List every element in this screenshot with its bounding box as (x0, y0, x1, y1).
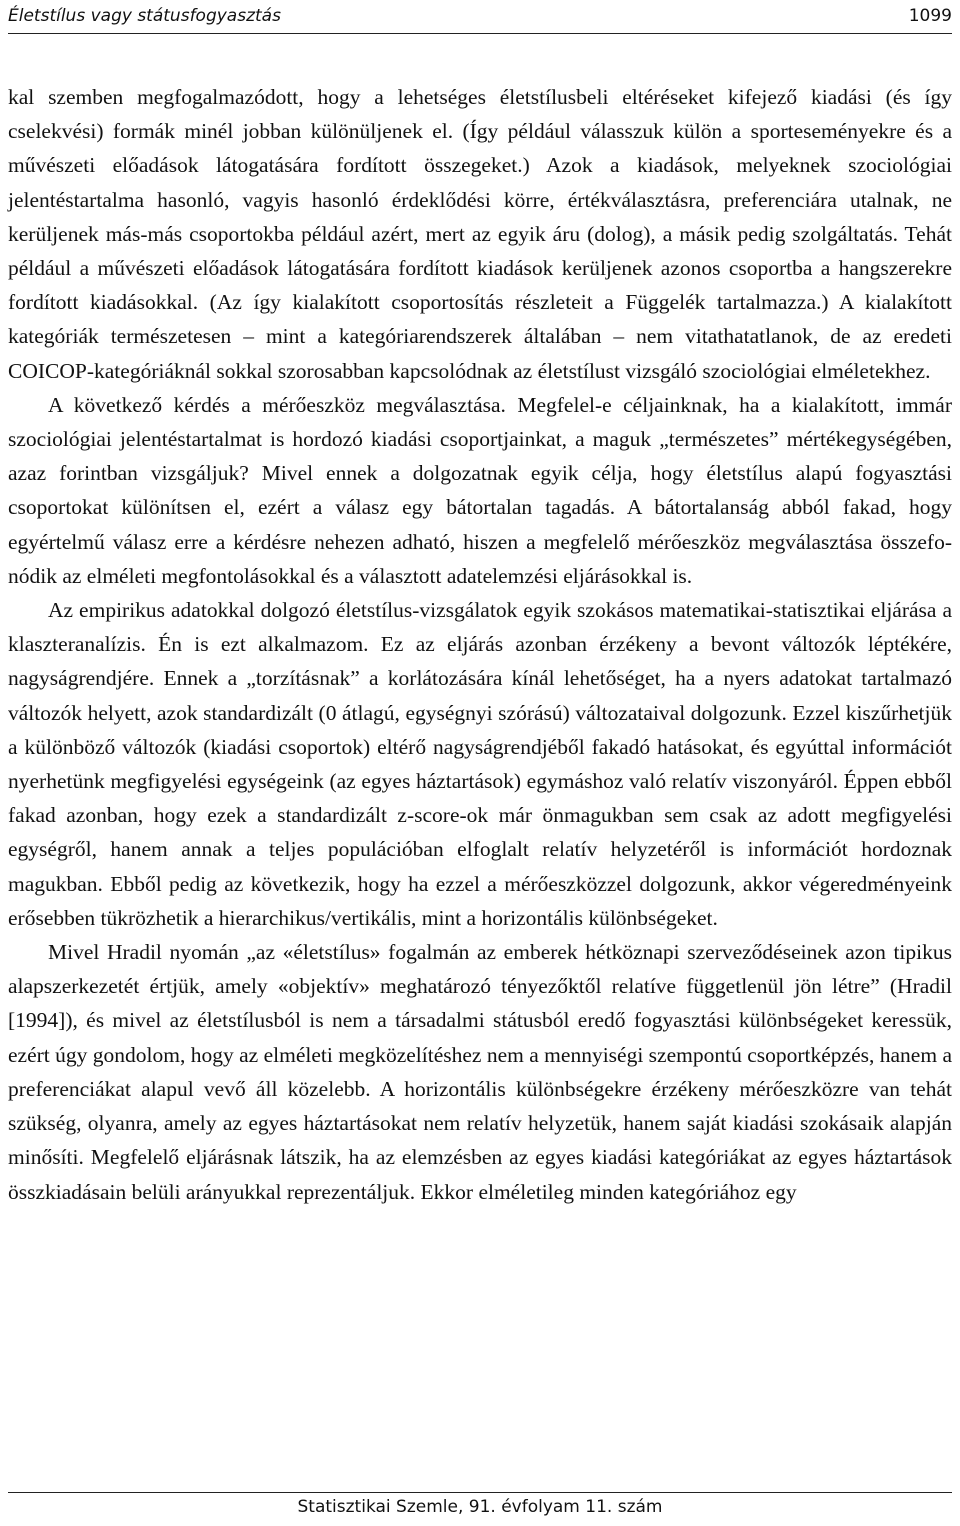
header-rule (8, 33, 952, 34)
paragraph-1: kal szemben megfogalmazódott, hogy a lehetséges életstílusbeli eltéréseket kifejező kiadási (és így cselekvési) formák minél jobban különüljenek el. (Így például válasszuk külön a sporteseményekre és a művészeti előadások látogatására fordított összegeket.) Azok a kiadások, melyeknek szociológiai jelentéstartalma hasonló, vagyis hasonló érdeklődési körre, értékválasztásra, preferenciára utalnak, ne kerüljenek más-más csoportokba például azért, mert az egyik áru (dolog), a másik pedig szolgáltatás. Tehát például a művészeti előadások látogatására fordított kiadások kerüljenek azonos csoportba a hangszerekre fordított kiadásokkal. (Az így kialakított csoportosítás részleteit a Függelék tartalmazza.) A kialakított kategóriák természetesen – mint a kategóriarendszerek általában – nem vitathatatlanok, de az eredeti COICOP-kategóriáknál sokkal szorosabban kapcsolódnak az életstílust vizsgáló szociológiai elméletekhez. (8, 85, 952, 383)
paragraph-3: Az empirikus adatokkal dolgozó életstílus-vizsgálatok egyik szokásos matematikai-statisztikai eljárása a klaszteranalízis. Én is ezt alkalmazom. Ez az eljárás azonban érzékeny a bevont változók léptékére, nagyságrendjére. Ennek a „torzításnak” a korlátozására kínál lehetőséget, ha a nyers adatokat tartalmazó változók helyett, azok standardizált (0 átlagú, egységnyi szórású) változataival dolgozunk. Ezzel kiszűrhetjük a különböző változók (kiadási csoportok) eltérő nagyságrendjéből fakadó hatásokat, és egyúttal információt nyerhetünk megfigyelési egységeink (az egyes háztartások) egymáshoz való relatív viszonyáról. Éppen ebből fakad azonban, hogy ezek a standardizált z-score-ok már önmagukban sem csak az adott megfigyelési egységről, hanem annak a teljes populációban elfoglalt relatív helyzetéről is információt hordoznak magukban. Ebből pedig az következik, hogy ha ezzel a mérőeszközzel dolgozunk, akkor végeredményeink erősebben tükrözhetik a hierarchikus/vertikális, mint a horizontális különbségeket. (8, 598, 952, 930)
footer-rule (8, 1492, 952, 1493)
paragraph-4: Mivel Hradil nyomán „az «életstílus» fogalmán az emberek hétköznapi szerveződéseinek azon tipikus alapszerkezetét értjük, amely «objektív» meghatározó tényezőktől relatíve függetlenül jön létre” (Hradil [1994]), és mivel az életstílusból is nem a társadalmi státusból eredő fogyasztási különbségeket keressük, ezért úgy gondolom, hogy az elméleti megközelítéshez nem a mennyiségi szempontú csoportképzés, hanem a preferenciákat alapul vevő áll közelebb. A horizontális különbségekre érzékeny mérőeszközre van tehát szükség, olyanra, amely az egyes háztartásokat nem relatív helyzetük, hanem saját kiadási szokásaik alapján minősíti. Megfelelő eljárásnak látszik, ha az elemzésben az egyes kiadási kategóriákat az egyes háztartások összkiadásain belüli arányukkal reprezentáljuk. Ekkor elméletileg minden kategóriához egy (8, 940, 952, 1204)
running-header (8, 2, 952, 30)
journal-footer: Statisztikai Szemle, 91. évfolyam 11. szám (297, 1497, 663, 1517)
page-number: 1099 (908, 6, 952, 26)
paragraph-2: A következő kérdés a mérőeszköz megválasztása. Megfelel-e céljainknak, ha a kialakított, immár szociológiai jelentéstartalmat is hordozó kiadási csoportjainkat, a maguk „természetes” mértékegységében, azaz forintban vizsgáljuk? Mivel ennek a dolgozatnak egyik célja, hogy életstílus alapú fogyasztási csoportokat különítsen el, ezért a válasz egy bátortalan tagadás. A bátortalanság abból fakad, hogy egyértelmű válasz erre a kérdésre nehezen adható, hiszen a megfelelő mérőeszköz megválasztása összefonódik az elméleti megfontolásokkal és a választott adatelemzési eljárásokkal is. (8, 392, 952, 588)
body-text (8, 80, 952, 1209)
running-title: Életstílus vagy státusfogyasztás (8, 6, 281, 26)
